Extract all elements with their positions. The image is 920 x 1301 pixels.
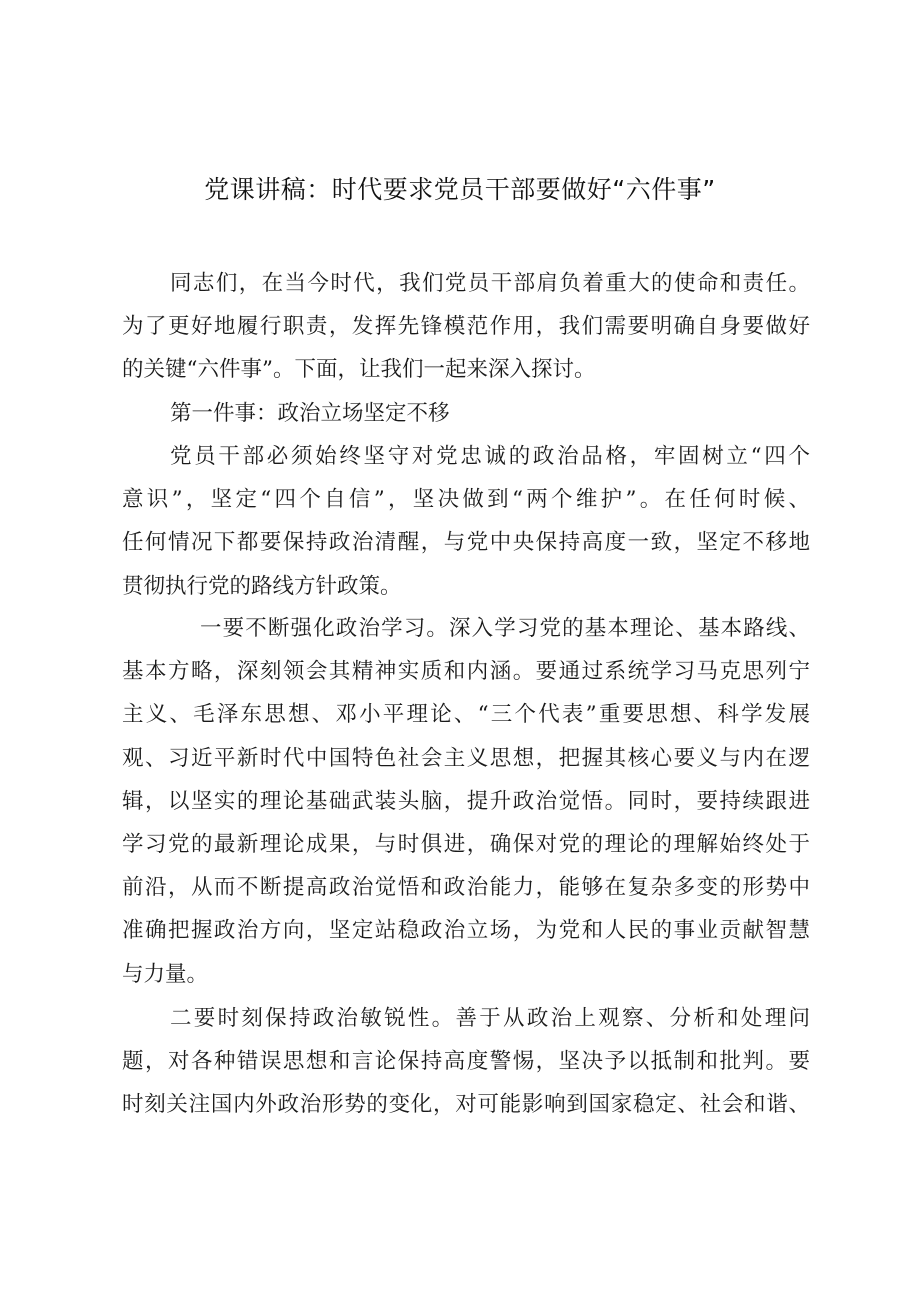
text-line: 主义、毛泽东思想、邓小平理论、“三个代表”重要思想、科学发展 [122,702,810,728]
text-line: 意识”，坚定“四个自信”，坚决做到“两个维护”。在任何时候、 [122,487,810,513]
text-line: 为了更好地履行职责，发挥先锋模范作用，我们需要明确自身要做好 [122,314,810,340]
section-heading-text: 第一件事：政治立场坚定不移 [170,401,450,426]
text-line: 一要不断强化政治学习。深入学习党的基本理论、基本路线、 [200,616,810,641]
paragraph-political-stance [122,435,810,608]
text-line: 前沿，从而不断提高政治觉悟和政治能力，能够在复杂多变的形势中 [122,875,810,901]
text-line: 的关键“六件事”。下面，让我们一起来深入探讨。 [122,357,596,383]
section-heading [122,392,810,435]
text-line: 任何情况下都要保持政治清醒，与党中央保持高度一致，坚定不移地 [122,530,810,556]
document-title: 党课讲稿：时代要求党员干部要做好“六件事” [204,175,716,204]
text-line: 辑，以坚实的理论基础武装头脑，提升政治觉悟。同时，要持续跟进 [122,788,810,814]
text-line: 观、习近平新时代中国特色社会主义思想，把握其核心要义与内在逻 [122,745,810,771]
paragraph-political-study [122,607,810,996]
text-line: 与力量。 [122,961,209,987]
text-line: 二要时刻保持政治敏锐性。善于从政治上观察、分析和处理问 [170,1006,810,1031]
text-line: 党员干部必须始终坚守对党忠诚的政治品格，牢固树立“四个 [170,444,810,469]
text-line: 学习党的最新理论成果，与时俱进，确保对党的理论的理解始终处于 [122,832,810,858]
text-line: 时刻关注国内外政治形势的变化，对可能影响到国家稳定、社会和谐、 [122,1092,810,1118]
paragraph-intro [122,262,810,392]
text-line: 基本方略，深刻领会其精神实质和内涵。要通过系统学习马克思列宁 [122,659,810,685]
text-line: 贯彻执行党的路线方针政策。 [122,573,402,599]
text-line: 题，对各种错误思想和言论保持高度警惕，坚决予以抵制和批判。要 [122,1049,810,1075]
paragraph-political-sensitivity [122,997,810,1127]
text-line: 同志们，在当今时代，我们党员干部肩负着重大的使命和责任。 [170,271,810,296]
text-line: 准确把握政治方向，坚定站稳政治立场，为党和人民的事业贡献智慧 [122,918,810,944]
